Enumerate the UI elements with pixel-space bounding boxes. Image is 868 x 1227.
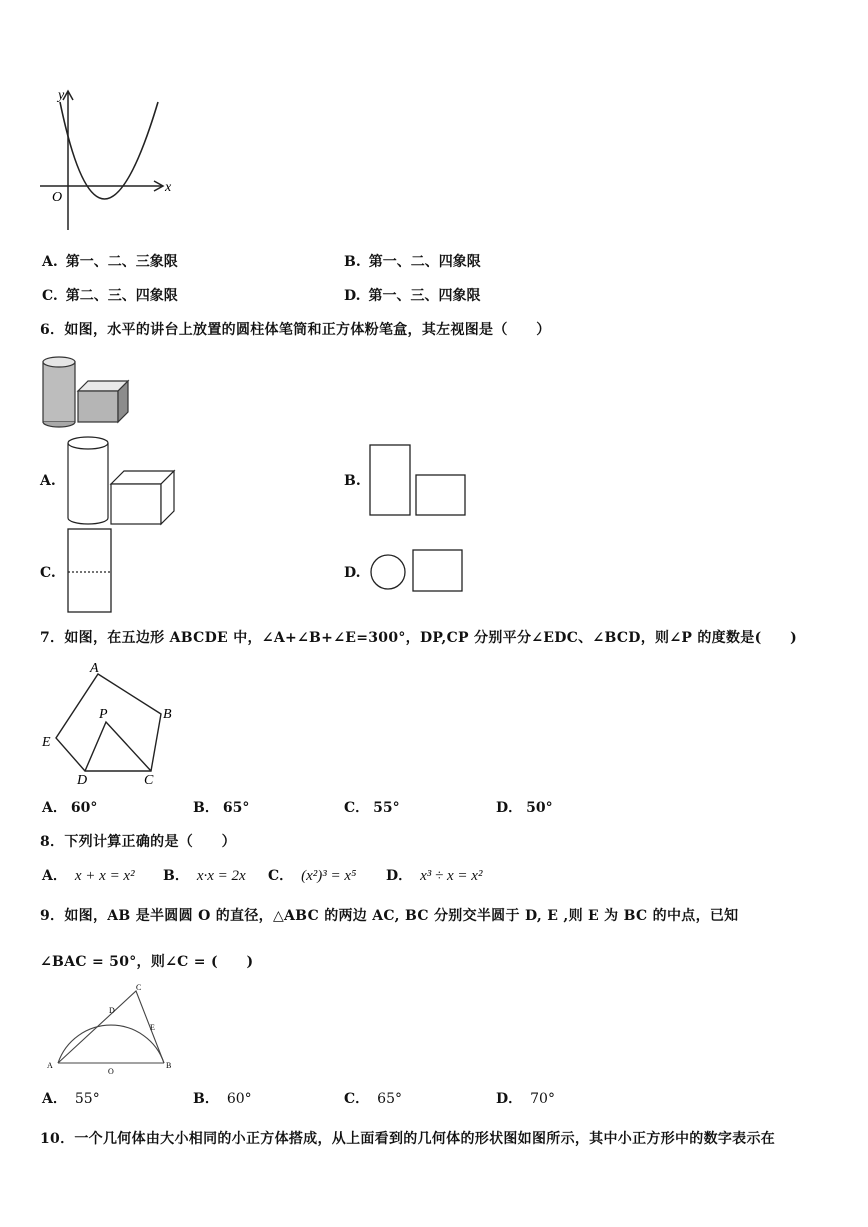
q8-option-c[interactable]: C． (x²)³ = x⁵ <box>268 868 357 884</box>
q6-stem: 6．如图，水平的讲台上放置的圆柱体笔筒和正方体粉笔盒，其左视图是（ ） <box>40 322 551 338</box>
q8-option-a[interactable]: A． x + x = x² <box>42 868 135 884</box>
origin-label: O <box>52 190 63 205</box>
label-a: A <box>47 1061 53 1070</box>
label-p: P <box>99 707 108 722</box>
q9-stem-line2: ∠BAC = 50°，则∠C = ( ) <box>40 954 254 970</box>
q9-option-a[interactable]: A． 55° <box>42 1091 100 1107</box>
q7-stem: 7．如图，在五边形 ABCDE 中，∠A+∠B+∠E=300°，DP,CP 分别平分∠EDC、∠BCD，则∠P 的度数是( ) <box>40 630 798 646</box>
q6-option-d-figure[interactable] <box>368 547 468 595</box>
q9-stem-line1: 9．如图，AB 是半圆圆 O 的直径，△ABC 的两边 AC, BC 分别交半圆于 D, E ,则 E 为 BC 的中点，已知 <box>40 908 739 924</box>
label-a: A <box>90 661 99 676</box>
q8-stem: 8．下列计算正确的是（ ） <box>40 834 236 850</box>
label-c: C <box>144 773 154 784</box>
x-axis-label: x <box>165 180 172 195</box>
q6-option-a[interactable]: A. <box>40 473 56 489</box>
q6-option-c-figure[interactable] <box>66 527 114 615</box>
q5-option-c[interactable]: C. 第二、三、四象限 <box>42 288 178 304</box>
label-o: O <box>108 1067 114 1076</box>
q6-option-b[interactable]: B. <box>344 473 361 489</box>
q9-option-b[interactable]: B． 60° <box>193 1091 252 1107</box>
label-c: C <box>136 983 142 992</box>
q9-option-d[interactable]: D． 70° <box>496 1091 555 1107</box>
q5-option-b[interactable]: B. 第一、二、四象限 <box>344 254 481 270</box>
label-b: B <box>166 1061 172 1070</box>
label-b: B <box>163 707 172 722</box>
pentagon-figure <box>36 658 186 784</box>
q8-option-d[interactable]: D． x³ ÷ x = x² <box>386 868 483 884</box>
q6-option-d[interactable]: D. <box>344 565 361 581</box>
semicircle-figure <box>40 982 180 1076</box>
q10-stem: 10．一个几何体由大小相同的小正方体搭成，从上面看到的几何体的形状图如图所示，其中小正方形中的数字表示在 <box>40 1131 776 1147</box>
label-e: E <box>42 735 51 750</box>
q8-option-b[interactable]: B． x·x = 2x <box>163 868 246 884</box>
q7-option-d[interactable]: D． 50° <box>496 800 553 816</box>
q5-option-a[interactable]: A. 第一、二、三象限 <box>42 254 178 270</box>
y-axis-label: y <box>58 88 65 103</box>
q5-option-d[interactable]: D. 第一、三、四象限 <box>344 288 481 304</box>
q7-option-b[interactable]: B． 65° <box>193 800 250 816</box>
q6-option-c[interactable]: C. <box>40 565 56 581</box>
q6-option-b-figure[interactable] <box>368 443 468 519</box>
q6-option-a-figure[interactable] <box>64 434 180 528</box>
q9-option-c[interactable]: C． 65° <box>344 1091 402 1107</box>
label-d: D <box>77 773 88 784</box>
parabola-graph <box>36 86 176 236</box>
q6-scene-figure <box>40 354 132 428</box>
q7-option-a[interactable]: A． 60° <box>42 800 98 816</box>
q7-option-c[interactable]: C． 55° <box>344 800 400 816</box>
label-d: D <box>109 1006 115 1015</box>
label-e: E <box>150 1023 155 1032</box>
